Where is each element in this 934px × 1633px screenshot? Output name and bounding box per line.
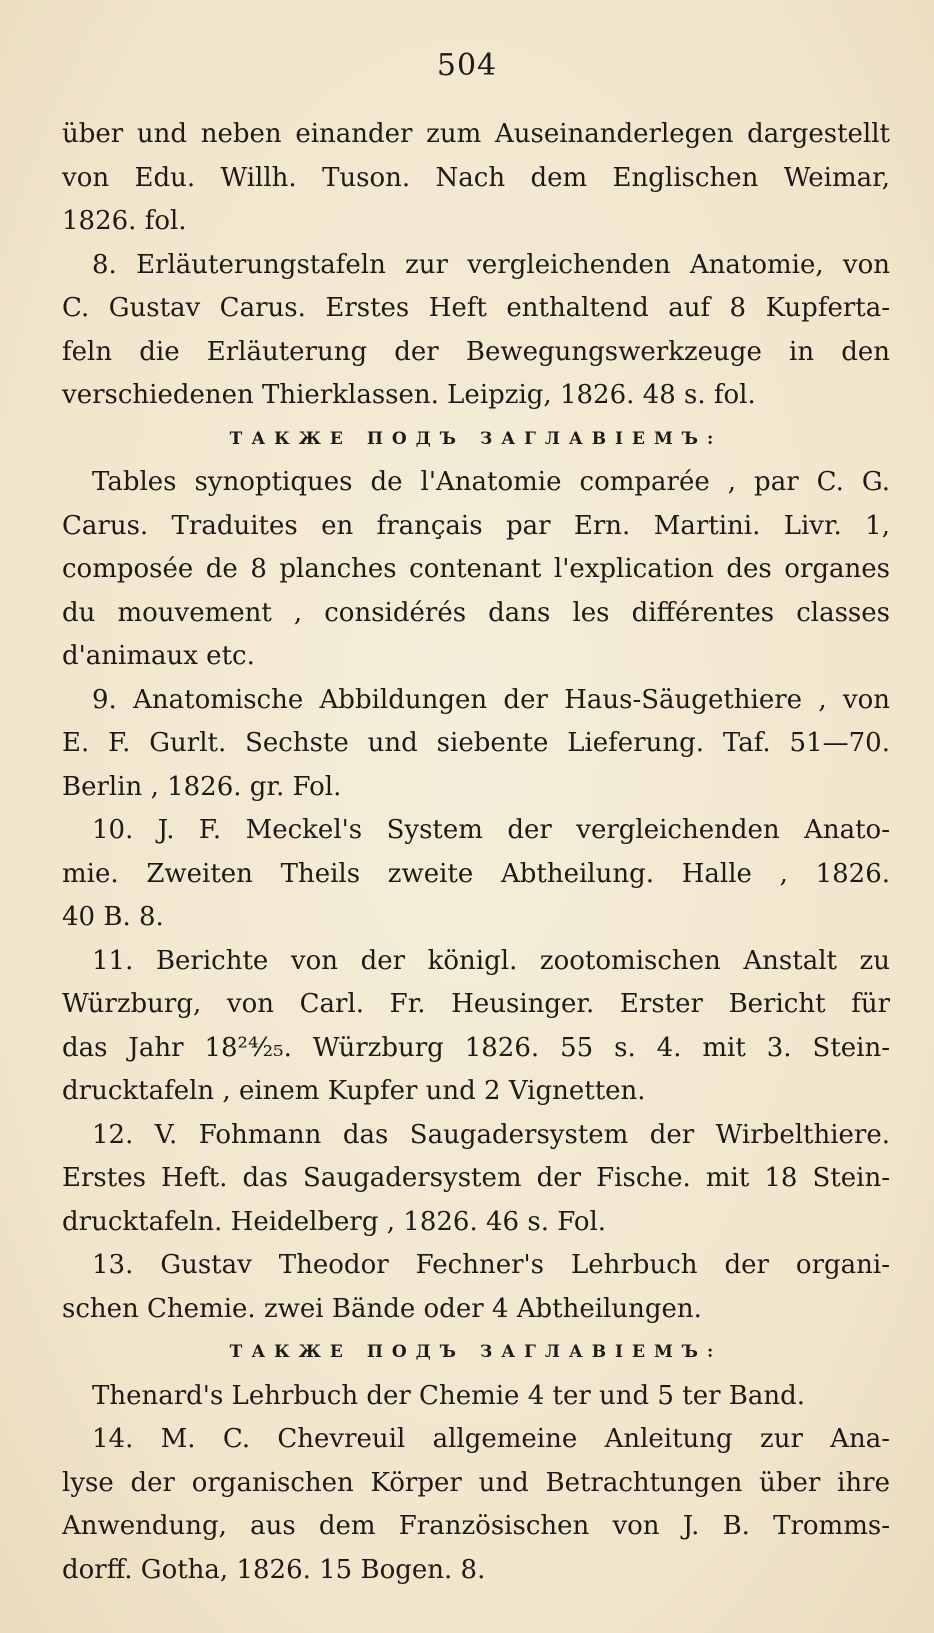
text-line: 14. M. C. Chevreuil allgemeine Anleitung zur Ana- [92,1424,890,1454]
text-line: 1826. fol. [62,206,187,236]
text-line: von Edu. Willh. Tuson. Nach dem Englischen Weimar, [62,162,890,193]
text-line: schen Chemie. zwei Bände oder 4 Abtheilungen. [62,1293,702,1324]
text-line: über und neben einander zum Auseinanderlegen dargestellt [62,119,890,149]
text-line: Anwendung, aus dem Französischen von J. B. Tromms- [62,1511,890,1541]
text-line: E. F. Gurlt. Sechste und siebente Lieferung. Taf. 51—70. [62,728,890,758]
text-line: das Jahr 18²⁴⁄₂₅. Würzburg 1826. 55 s. 4. mit 3. Stein- [62,1032,890,1063]
text-line: composée de 8 planches contenant l'explication des organes [62,554,890,584]
text-line: mie. Zweiten Theils zweite Abtheilung. Halle , 1826. [62,858,890,889]
section-heading: ТАКЖЕ ПОДЪ ЗАГЛАВІЕМЪ: [229,428,723,449]
page-number: 504 [436,48,498,83]
text-line: feln die Erläuterung der Bewegungswerkzeuge in den [62,336,890,367]
text-line: verschiedenen Thierklassen. Leipzig, 1826. 48 s. fol. [62,380,756,410]
text-line: 13. Gustav Theodor Fechner's Lehrbuch der organi- [92,1250,890,1280]
text-line: drucktafeln , einem Kupfer und 2 Vignetten. [62,1076,646,1106]
text-line: 8. Erläuterungstafeln zur vergleichenden Anatomie, von [92,249,890,280]
text-line: 12. V. Fohmann das Saugadersystem der Wirbelthiere. [92,1119,890,1150]
text-line: C. Gustav Carus. Erstes Heft enthaltend auf 8 Kupferta- [62,293,890,323]
text-line: Berlin , 1826. gr. Fol. [62,771,342,802]
text-line: lyse der organischen Körper und Betrachtungen über ihre [62,1467,890,1498]
text-line: Thenard's Lehrbuch der Chemie 4 ter und 5 ter Band. [92,1380,806,1411]
text-line: Carus. Traduites en français par Ern. Martini. Livr. 1, [62,510,890,541]
section-heading: ТАКЖЕ ПОДЪ ЗАГЛАВІЕМЪ: [229,1342,723,1362]
text-line: 11. Berichte von der königl. zootomischen Anstalt zu [92,945,890,976]
text-line: du mouvement , considérés dans les différentes classes [62,597,890,628]
text-line: 40 B. 8. [62,902,164,932]
text-line: drucktafeln. Heidelberg , 1826. 46 s. Fol. [62,1206,607,1237]
text-line: Tables synoptiques de l'Anatomie comparée , par C. G. [92,467,890,497]
text-line: dorff. Gotha, 1826. 15 Bogen. 8. [62,1554,486,1585]
text-line: 9. Anatomische Abbildungen der Haus-Säugethiere , von [92,684,890,715]
text-line: Würzburg, von Carl. Fr. Heusinger. Erster Bericht für [62,989,890,1019]
text-line: d'animaux etc. [62,641,255,671]
text-line: Erstes Heft. das Saugadersystem der Fische. mit 18 Stein- [62,1163,890,1193]
text-body [62,113,890,1592]
text-line: 10. J. F. Meckel's System der vergleichenden Anato- [92,815,890,845]
